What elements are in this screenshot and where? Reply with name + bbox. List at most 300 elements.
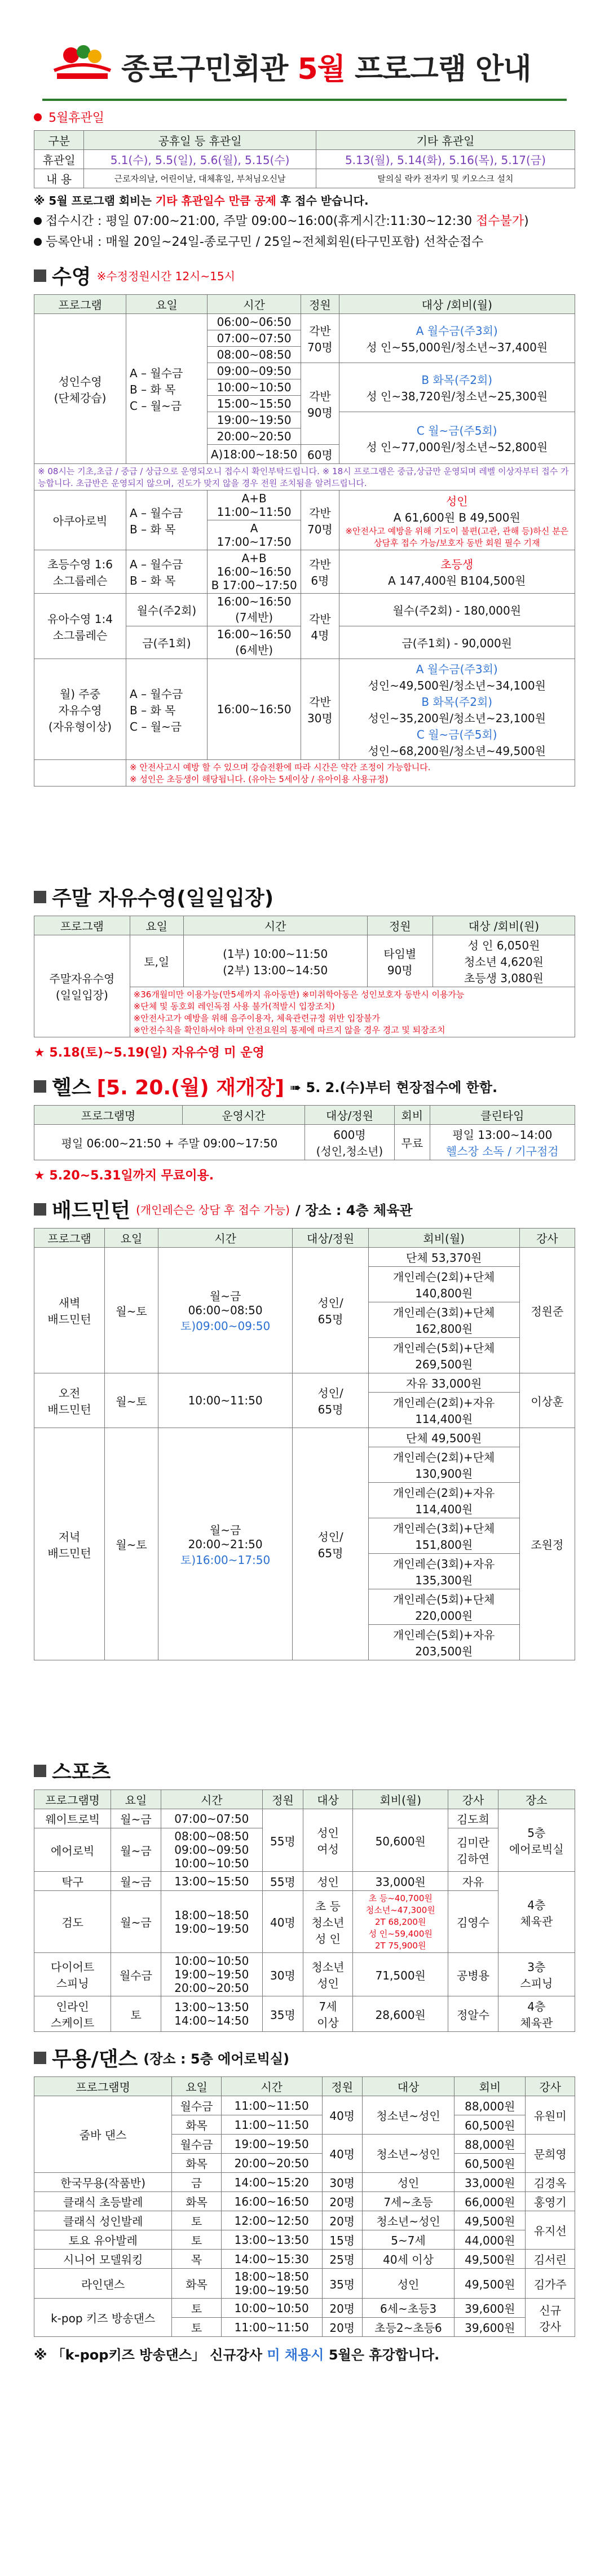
badminton-headers-3: 대상/정원 bbox=[293, 1229, 368, 1248]
sports-rows-5-days: 토 bbox=[111, 1996, 161, 2032]
dance-rows-1-days: 화목 bbox=[172, 2115, 222, 2135]
badminton-table bbox=[34, 1228, 575, 1660]
badminton-night-fees-0: 단체 49,500원 bbox=[368, 1428, 519, 1447]
dance-rows-9-days: 화목 bbox=[172, 2269, 222, 2299]
swim-free_days-1: B – 화 목 bbox=[130, 703, 176, 717]
badminton-headers-5: 강사 bbox=[519, 1229, 575, 1248]
badminton-night-label: 저녁 배드민턴 bbox=[34, 1428, 105, 1660]
health-table bbox=[34, 1105, 575, 1160]
badminton-night-coach: 조원정 bbox=[519, 1428, 575, 1660]
dance-rows-0-coach: 유원미 bbox=[526, 2096, 575, 2135]
badminton-night-fees-3: 개인레슨(3회)+단체 151,800원 bbox=[368, 1518, 519, 1554]
sports-rows-0-days: 월~금 bbox=[111, 1809, 161, 1828]
swim-section bbox=[34, 261, 575, 787]
dance-title: 무용/댄스 bbox=[52, 2048, 138, 2071]
sports-rows-5-time: 13:00~13:50 14:00~14:50 bbox=[161, 1996, 262, 2032]
badminton-dawn-cap: 성인/ 65명 bbox=[293, 1248, 368, 1373]
badminton-headers-4: 회비(월) bbox=[368, 1229, 519, 1248]
dance-rows-10-coach: 신규 강사 bbox=[526, 2299, 575, 2337]
closed-row2-2: 탈의실 락카 전자키 및 키오스크 설치 bbox=[316, 169, 575, 188]
dance-rows-5-days: 화목 bbox=[172, 2192, 222, 2211]
table-row bbox=[34, 2269, 575, 2299]
badminton-night-fees-1: 개인레슨(2회)+단체 130,900원 bbox=[368, 1447, 519, 1483]
dance-rows-10-days: 토 bbox=[172, 2299, 222, 2318]
sports-rows-5-cap: 35명 bbox=[263, 1996, 303, 2032]
swim-foot2: ※ 성인은 초등생이 해당됩니다. (유아는 5세이상 / 유아이용 사용규정) bbox=[130, 774, 389, 784]
swim-adult_times-6: 19:00~19:50 bbox=[207, 412, 301, 428]
sports-rows-1-days: 월~금 bbox=[111, 1828, 161, 1872]
swim-adult_fee_b_t: B 화목(주2회) bbox=[421, 373, 493, 387]
health-heading bbox=[34, 1072, 575, 1101]
registration-info bbox=[34, 232, 575, 250]
badminton-noon-cap: 성인/ 65명 bbox=[293, 1373, 368, 1428]
sports-rows-0-coach: 김도희 bbox=[448, 1809, 498, 1828]
sports-headers-3: 정원 bbox=[263, 1790, 303, 1809]
badminton-night-fees-5: 개인레슨(5회)+단체 220,000원 bbox=[368, 1589, 519, 1625]
table-row bbox=[34, 2250, 575, 2269]
sports-rows-3-name: 검도 bbox=[34, 1891, 111, 1953]
health-cap: 600명 (성인,청소년) bbox=[304, 1125, 394, 1160]
dance-rows-8-target: 40세 이상 bbox=[362, 2250, 454, 2269]
badminton-heading bbox=[34, 1195, 575, 1223]
closed-days-table bbox=[34, 130, 575, 188]
table-row bbox=[34, 2211, 575, 2230]
reception-text_post: ) bbox=[524, 214, 529, 228]
table-row bbox=[34, 1953, 575, 1996]
closed-row1-0: 휴관일 bbox=[34, 150, 84, 169]
dance-rows-10-name: k-pop 키즈 방송댄스 bbox=[34, 2299, 172, 2337]
badminton-noon-fees-1: 개인레슨(2회)+자유 114,400원 bbox=[368, 1393, 519, 1428]
dance-rows-9-fee: 49,500원 bbox=[454, 2269, 526, 2299]
dance-rows-2-cap: 40명 bbox=[322, 2135, 362, 2173]
dance-rows-5-name: 클래식 초등발레 bbox=[34, 2192, 172, 2211]
weekend-notes: ※36개월미만 이용가능(만5세까지 유아동반) ※미취학아동은 성인보호자 동반시 이용가능 ※단체 및 동호회 레인독점 사용 불가(적발시 입장조치) ※안전사고가 예방을 위해 음주이용자, 체육관련규정 위반 입장불가 ※안전수칙을 확인하셔야 하며 안전요원의 통제에 따르지 않을 경우 경고 및 퇴장조치 bbox=[130, 987, 575, 1037]
sports-rows-2-cap: 55명 bbox=[263, 1872, 303, 1891]
weekend-fees-2: 초등생 3,080원 bbox=[464, 971, 544, 985]
dance-rows-10-time: 10:00~10:50 bbox=[221, 2299, 322, 2318]
dance-headers-4: 대상 bbox=[362, 2077, 454, 2096]
weekend-swim-heading bbox=[34, 882, 575, 911]
swim-infant_days1: 월수(주2회) bbox=[126, 594, 208, 626]
sports-rows-2-target: 성인 bbox=[303, 1872, 352, 1891]
dance-rows-5-coach: 홍영기 bbox=[526, 2192, 575, 2211]
sports-headers-0: 프로그램명 bbox=[34, 1790, 111, 1809]
dance-rows-7-name: 토요 유아발레 bbox=[34, 2230, 172, 2250]
swim-aqua_days-1: B – 화 목 bbox=[130, 522, 176, 536]
weekend-title: 주말 자유수영(일일입장) bbox=[52, 887, 274, 910]
badminton-night-fees-4: 개인레슨(3회)+자유 135,300원 bbox=[368, 1554, 519, 1589]
swim-headers-1: 요일 bbox=[126, 295, 208, 314]
header-divider bbox=[42, 99, 567, 101]
sports-rows-2-coach: 자유 bbox=[448, 1872, 498, 1891]
dance-headers-1: 요일 bbox=[172, 2077, 222, 2096]
badminton-section bbox=[34, 1195, 575, 1660]
dance-rows-4-name: 한국무용(작품반) bbox=[34, 2173, 172, 2192]
sports-rows-5-fee: 28,600원 bbox=[353, 1996, 448, 2032]
dance-rows-9-time: 18:00~18:50 19:00~19:50 bbox=[221, 2269, 322, 2299]
swim-free_time: 16:00~16:50 bbox=[207, 659, 301, 760]
sports-rows-5-place: 4층 체육관 bbox=[498, 1996, 575, 2032]
dance-rows-4-coach: 김경옥 bbox=[526, 2173, 575, 2192]
sports-headers-5: 회비(월) bbox=[353, 1790, 448, 1809]
badminton-title: 배드민턴 bbox=[52, 1199, 131, 1222]
sports-rows-1-fee: 50,600원 bbox=[353, 1809, 448, 1872]
swim-free_fee_c: 성인~68,200원/청소년~49,500원 bbox=[368, 744, 546, 758]
dance-section bbox=[34, 2043, 575, 2363]
weekend-time: (1부) 10:00~11:50 (2부) 13:00~14:50 bbox=[183, 935, 367, 987]
swim-kids_fee: A 147,400원 B104,500원 bbox=[388, 574, 526, 587]
swim-aqua_fee: A 61,600원 B 49,500원 bbox=[393, 510, 520, 524]
reception-hours bbox=[34, 211, 575, 229]
sports-rows-1-time: 08:00~08:50 09:00~09:50 10:00~10:50 bbox=[161, 1828, 262, 1872]
swim-kids_fee_t: 초등생 bbox=[440, 558, 474, 571]
dance-footer_pre: ※ 「k-pop키즈 방송댄스」 신규강사 bbox=[34, 2347, 267, 2363]
swim-free_fee_c_t: C 월~금(주5회) bbox=[416, 728, 497, 741]
dance-rows-4-cap: 30명 bbox=[322, 2173, 362, 2192]
swim-kids_days-1: B – 화 목 bbox=[130, 574, 176, 587]
table-row bbox=[34, 2173, 575, 2192]
dance-rows-2-fee: 88,000원 bbox=[454, 2135, 526, 2154]
swim-adult_fee_c: 성 인~77,000원/청소년~52,800원 bbox=[366, 440, 548, 454]
dance-rows-7-target: 5~7세 bbox=[362, 2230, 454, 2250]
closed-days-section bbox=[34, 108, 575, 250]
swim-adult_times-3: 09:00~09:50 bbox=[207, 363, 301, 379]
badminton-noon-fees-0: 자유 33,000원 bbox=[368, 1373, 519, 1393]
swim-adult_days-1: B – 화 목 bbox=[130, 383, 176, 396]
sports-rows-4-coach: 공병용 bbox=[448, 1953, 498, 1996]
dance-rows-6-name: 클래식 성인발레 bbox=[34, 2211, 172, 2230]
dance-rows-4-target: 성인 bbox=[362, 2173, 454, 2192]
swim-foot1: ※ 안전사고시 예방 할 수 있으며 강습전환에 따라 시간은 약간 조정이 가능합니다. bbox=[130, 762, 431, 772]
swim-adult_times-1: 07:00~07:50 bbox=[207, 330, 301, 347]
table-row bbox=[34, 1809, 575, 1828]
dance-rows-7-days: 토 bbox=[172, 2230, 222, 2250]
dance-headers-6: 강사 bbox=[526, 2077, 575, 2096]
sports-rows-3-days: 월~금 bbox=[111, 1891, 161, 1953]
badminton-night-fees-6: 개인레슨(5회)+자유 203,500원 bbox=[368, 1625, 519, 1660]
table-row bbox=[34, 1996, 575, 2032]
closed-headers-2: 기타 휴관일 bbox=[316, 131, 575, 150]
sports-headers-4: 대상 bbox=[303, 1790, 352, 1809]
badminton-headers-0: 프로그램 bbox=[34, 1229, 105, 1248]
sports-rows-4-days: 월수금 bbox=[111, 1953, 161, 1996]
dance-rows-9-cap: 35명 bbox=[322, 2269, 362, 2299]
swim-free_label: 월) 주중 자유수영 (자유형이상) bbox=[34, 659, 126, 760]
dance-rows-6-days: 토 bbox=[172, 2211, 222, 2230]
badminton-headers-2: 시간 bbox=[158, 1229, 293, 1248]
badminton-dawn-fees-3: 개인레슨(5회)+단체 269,500원 bbox=[368, 1338, 519, 1373]
dance-rows-11-time: 11:00~11:50 bbox=[221, 2318, 322, 2337]
dance-rows-0-fee: 88,000원 bbox=[454, 2096, 526, 2115]
sports-rows-1-name: 에어로빅 bbox=[34, 1828, 111, 1872]
swim-aqua_fee_t: 성인 bbox=[445, 494, 468, 508]
dance-rows-2-time: 19:00~19:50 bbox=[221, 2135, 322, 2154]
swim-aqua_note: ※안전사고 예방을 위해 기도이 불편(고관, 관해 등)하신 분은 상담후 접수 가능/보호자 동반 회원 필수 기재 bbox=[345, 525, 569, 548]
dance-rows-6-target: 청소년~성인 bbox=[362, 2211, 454, 2230]
swim-table bbox=[34, 294, 575, 787]
badminton-noon-coach: 이상훈 bbox=[519, 1373, 575, 1428]
badminton-dawn-label: 새벽 배드민턴 bbox=[34, 1248, 105, 1373]
swim-headers-3: 정원 bbox=[301, 295, 339, 314]
sports-rows-1-target: 성인 여성 bbox=[303, 1809, 352, 1872]
dance-rows-9-name: 라인댄스 bbox=[34, 2269, 172, 2299]
dance-rows-4-fee: 33,000원 bbox=[454, 2173, 526, 2192]
closed-days-heading bbox=[34, 108, 575, 126]
dance-rows-11-target: 초등2~초등6 bbox=[362, 2318, 454, 2337]
closed-row1-1: 5.1(수), 5.5(일), 5.6(월), 5.15(수) bbox=[84, 150, 316, 169]
swim-aqua_label: 아쿠아로빅 bbox=[34, 491, 126, 550]
closed-label: 5월휴관일 bbox=[48, 111, 105, 125]
dance-rows-10-fee: 39,600원 bbox=[454, 2299, 526, 2318]
dance-rows-7-cap: 15명 bbox=[322, 2230, 362, 2250]
section-square-icon bbox=[34, 1765, 46, 1777]
sports-rows-1-cap: 55명 bbox=[263, 1809, 303, 1872]
reception-text_pre: 접수시간 : 평일 07:00~21:00, 주말 09:00~16:00(휴게시간:11:30~12:30 bbox=[46, 214, 476, 228]
swim-adult_times-5: 15:00~15:50 bbox=[207, 396, 301, 412]
swim-infant_time2: 16:00~16:50 (6세반) bbox=[207, 626, 301, 659]
health-headers-0: 프로그램명 bbox=[34, 1106, 183, 1125]
swim-free_fee_b_t: B 화목(주2회) bbox=[421, 695, 493, 709]
swim-adult_fee_a: 성 인~55,000원/청소년~37,400원 bbox=[366, 341, 548, 354]
health-headers-1: 운영시간 bbox=[183, 1106, 305, 1125]
dance-rows-8-time: 14:00~15:30 bbox=[221, 2250, 322, 2269]
badminton-dawn-fees-0: 단체 53,370원 bbox=[368, 1248, 519, 1267]
fee-deduction-note bbox=[34, 192, 575, 208]
dance-rows-8-coach: 김서린 bbox=[526, 2250, 575, 2269]
closed-headers-0: 구분 bbox=[34, 131, 84, 150]
swim-free_fee_a: 성인~49,500원/청소년~34,100원 bbox=[368, 679, 546, 692]
swim-adult_times-2: 08:00~08:50 bbox=[207, 347, 301, 363]
sports-rows-2-name: 탁구 bbox=[34, 1872, 111, 1891]
dance-headers-2: 시간 bbox=[221, 2077, 322, 2096]
dance-rows-11-cap: 20명 bbox=[322, 2318, 362, 2337]
swim-infant_fee1: 월수(주2회) - 180,000원 bbox=[339, 594, 575, 626]
dance-rows-5-cap: 20명 bbox=[322, 2192, 362, 2211]
dance-rows-8-cap: 25명 bbox=[322, 2250, 362, 2269]
dance-footer_blue: 미 채용시 bbox=[267, 2347, 324, 2363]
dance-rows-7-fee: 44,000원 bbox=[454, 2230, 526, 2250]
table-row bbox=[34, 2230, 575, 2250]
badminton-dawn-time1: 월~금 06:00~08:50 bbox=[188, 1289, 263, 1317]
community-center-logo bbox=[48, 39, 116, 85]
dance-rows-6-cap: 20명 bbox=[322, 2211, 362, 2230]
sports-rows-3-target: 초 등 청소년 성 인 bbox=[303, 1891, 352, 1953]
dance-rows-3-days: 화목 bbox=[172, 2154, 222, 2173]
badminton-night-fees-2: 개인레슨(2회)+자유 114,400원 bbox=[368, 1483, 519, 1518]
swim-adult_fee_c_t: C 월~금(주5회) bbox=[416, 423, 497, 438]
table-row bbox=[34, 2096, 575, 2115]
sports-rows-4-time: 10:00~10:50 19:00~19:50 20:00~20:50 bbox=[161, 1953, 262, 1996]
dance-rows-6-coach: 유지선 bbox=[526, 2211, 575, 2250]
swim-infant_time1: 16:00~16:50 (7세반) bbox=[207, 594, 301, 626]
badminton-dawn-time2: 토)09:00~09:50 bbox=[180, 1319, 271, 1333]
dance-place: (장소 : 5층 에어로빅실) bbox=[143, 2051, 290, 2067]
health-banner_red: 5.20~5.31일까지 무료이용. bbox=[49, 1169, 214, 1183]
closed-note_post: 후 접수 받습니다. bbox=[276, 194, 369, 207]
swim-free_days-2: C – 월~금 bbox=[130, 719, 182, 734]
weekend-swim-section bbox=[34, 882, 575, 1061]
swim-infant_days2: 금(주1회) bbox=[126, 626, 208, 659]
health-fee: 무료 bbox=[395, 1125, 430, 1160]
swim-adult_days-0: A – 월수금 bbox=[130, 366, 183, 380]
badminton-dawn-coach: 정원준 bbox=[519, 1248, 575, 1373]
health-title_red: [5. 20.(월) 재개장] bbox=[96, 1076, 285, 1099]
swim-adult_days-2: C – 월~금 bbox=[130, 399, 182, 413]
swim-adult_cap2: 각반 90명 bbox=[301, 363, 339, 445]
table-row bbox=[34, 2192, 575, 2211]
weekend-days: 토,일 bbox=[130, 935, 183, 987]
table-row bbox=[34, 1872, 575, 1891]
dance-footer-note bbox=[34, 2344, 575, 2363]
health-headers-2: 대상/정원 bbox=[304, 1106, 394, 1125]
reception-text_red: 접수불가 bbox=[476, 214, 524, 228]
health-clean: 평일 13:00~14:00 bbox=[452, 1128, 553, 1142]
health-title_black: 헬스 bbox=[52, 1076, 91, 1099]
table-row bbox=[34, 1891, 575, 1953]
badminton-night-days: 월~토 bbox=[105, 1428, 158, 1660]
swim-kids_label: 초등수영 1:6 소그룹레슨 bbox=[34, 550, 126, 594]
section-square-icon bbox=[34, 269, 46, 282]
badminton-noon-time: 10:00~11:50 bbox=[158, 1373, 293, 1428]
weekend-notice: ★ 5.18(토)~5.19(일) 자유수영 미 운영 bbox=[34, 1046, 264, 1060]
weekend-headers-4: 대상 /회비(원) bbox=[433, 916, 575, 935]
dance-rows-6-time: 12:00~12:50 bbox=[221, 2211, 322, 2230]
sports-headers-7: 장소 bbox=[498, 1790, 575, 1809]
swim-title: 수영 bbox=[52, 266, 91, 289]
swim-note: ※수정정원시간 12시~15시 bbox=[96, 269, 235, 283]
dance-rows-2-coach: 문희영 bbox=[526, 2135, 575, 2173]
dance-rows-8-name: 시니어 모델워킹 bbox=[34, 2250, 172, 2269]
header-title_red: 5월 bbox=[297, 52, 345, 86]
closed-row2-1: 근로자의날, 어린이날, 대체휴일, 부처님오신날 bbox=[84, 169, 316, 188]
dance-rows-10-cap: 20명 bbox=[322, 2299, 362, 2318]
bullet-icon bbox=[34, 238, 42, 246]
dance-rows-8-fee: 49,500원 bbox=[454, 2250, 526, 2269]
swim-kids_cap: 각반 6명 bbox=[301, 550, 339, 594]
dance-rows-9-coach: 김가주 bbox=[526, 2269, 575, 2299]
section-square-icon bbox=[34, 891, 46, 903]
swim-aqua_time1: A+B 11:00~11:50 bbox=[207, 491, 301, 520]
badminton-dawn-fees-1: 개인레슨(2회)+단체 140,800원 bbox=[368, 1267, 519, 1302]
dance-rows-2-days: 월수금 bbox=[172, 2135, 222, 2154]
swim-kids_days-0: A – 월수금 bbox=[130, 558, 183, 571]
swim-free_days-0: A – 월수금 bbox=[130, 687, 183, 701]
swim-adult_fee_b: 성 인~38,720원/청소년~25,300원 bbox=[366, 390, 548, 403]
swim-adult_times-4: 10:00~10:50 bbox=[207, 379, 301, 396]
swim-kids_time: A+B 16:00~16:50 B 17:00~17:50 bbox=[207, 550, 301, 594]
swim-infant_label: 유아수영 1:4 소그룹레슨 bbox=[34, 594, 126, 659]
health-headers-4: 클린타임 bbox=[430, 1106, 575, 1125]
header-title_pre: 종로구민회관 bbox=[121, 52, 298, 86]
dance-rows-3-fee: 60,500원 bbox=[454, 2154, 526, 2173]
sports-rows-3-cap: 40명 bbox=[263, 1891, 303, 1953]
dance-rows-5-target: 7세~초등 bbox=[362, 2192, 454, 2211]
weekend-headers-0: 프로그램 bbox=[34, 916, 130, 935]
swim-adult_times-8: A)18:00~18:50 bbox=[207, 445, 301, 464]
dance-rows-11-days: 토 bbox=[172, 2318, 222, 2337]
swim-free_fee_b: 성인~35,200원/청소년~23,100원 bbox=[368, 712, 546, 725]
sports-rows-4-fee: 71,500원 bbox=[353, 1953, 448, 1996]
dance-rows-1-time: 11:00~11:50 bbox=[221, 2115, 322, 2135]
sports-rows-4-cap: 30명 bbox=[263, 1953, 303, 1996]
dance-rows-5-fee: 66,000원 bbox=[454, 2192, 526, 2211]
sports-headers-1: 요일 bbox=[111, 1790, 161, 1809]
badminton-night-time2: 토)16:00~17:50 bbox=[180, 1553, 271, 1567]
dance-rows-8-days: 목 bbox=[172, 2250, 222, 2269]
swim-heading bbox=[34, 261, 575, 290]
weekend-headers-3: 정원 bbox=[367, 916, 433, 935]
badminton-night-cap: 성인/ 65명 bbox=[293, 1428, 368, 1660]
sports-rows-0-time: 07:00~07:50 bbox=[161, 1809, 262, 1828]
dance-rows-2-target: 청소년~성인 bbox=[362, 2135, 454, 2173]
dance-rows-7-time: 13:00~13:50 bbox=[221, 2230, 322, 2250]
badminton-note: (개인레슨은 상담 후 접수 가능) bbox=[136, 1203, 290, 1217]
swim-adult_cap1: 각반 70명 bbox=[301, 314, 339, 363]
dance-heading bbox=[34, 2043, 575, 2072]
section-square-icon bbox=[34, 1080, 46, 1093]
header-title_post: 프로그램 안내 bbox=[345, 52, 531, 86]
badminton-dawn-days: 월~토 bbox=[105, 1248, 158, 1373]
weekend-label: 주말자유수영 (일일입장) bbox=[34, 935, 130, 1037]
weekend-banner_red: 5.18(토)~5.19(일) 자유수영 미 운영 bbox=[49, 1046, 264, 1060]
sports-rows-3-fee: 초 등~40,700원 청소년~47,300원 2T 68,200원 성 인~59,400원 2T 75,900원 bbox=[353, 1891, 448, 1953]
sports-rows-2-time: 13:00~15:50 bbox=[161, 1872, 262, 1891]
health-notice: ★ 5.20~5.31일까지 무료이용. bbox=[34, 1169, 214, 1183]
swim-note_mid: ※ 08시는 기초,초급 / 중급 / 상급으로 운영되오니 접수시 확인부탁드립니다. ※ 18시 프로그램은 중급,상급만 운영되며 레벨 이상자부터 접수 가능합니다. 초급반은 운영되지 않으며, 진도가 맞지 않을 경우 전원 조치됨을 알려드립니다. bbox=[34, 464, 575, 491]
bullet-icon bbox=[34, 113, 42, 121]
dance-rows-11-fee: 39,600원 bbox=[454, 2318, 526, 2337]
swim-adult_label: 성인수영 (단체강습) bbox=[34, 314, 126, 464]
sports-rows-4-name: 다이어트 스피닝 bbox=[34, 1953, 111, 1996]
badminton-noon-days: 월~토 bbox=[105, 1373, 158, 1428]
dance-rows-10-target: 6세~초등3 bbox=[362, 2299, 454, 2318]
sports-rows-5-name: 인라인 스케이트 bbox=[34, 1996, 111, 2032]
health-headers-3: 회비 bbox=[395, 1106, 430, 1125]
dance-rows-0-target: 청소년~성인 bbox=[362, 2096, 454, 2135]
weekend-headers-2: 시간 bbox=[183, 916, 367, 935]
sports-heading bbox=[34, 1756, 575, 1785]
health-section bbox=[34, 1072, 575, 1183]
page-title bbox=[121, 45, 531, 87]
sports-rows-3-time: 18:00~18:50 19:00~19:50 bbox=[161, 1891, 262, 1953]
dance-rows-3-time: 20:00~20:50 bbox=[221, 2154, 322, 2173]
swim-aqua_cap: 각반 70명 bbox=[301, 491, 339, 550]
dance-rows-6-fee: 49,500원 bbox=[454, 2211, 526, 2230]
dance-headers-3: 정원 bbox=[322, 2077, 362, 2096]
swim-aqua_days-0: A – 월수금 bbox=[130, 506, 183, 520]
sports-title: 스포츠 bbox=[52, 1761, 111, 1784]
badminton-noon-label: 오전 배드민턴 bbox=[34, 1373, 105, 1428]
weekend-cap: 타임별 90명 bbox=[367, 935, 433, 987]
weekend-headers-1: 요일 bbox=[130, 916, 183, 935]
weekend-fees-0: 성 인 6,050원 bbox=[467, 939, 540, 952]
dance-rows-9-target: 성인 bbox=[362, 2269, 454, 2299]
sports-rows-1-place: 5층 에어로빅실 bbox=[498, 1809, 575, 1872]
swim-free_fee_a_t: A 월수금(주3회) bbox=[416, 662, 498, 676]
dance-rows-0-cap: 40명 bbox=[322, 2096, 362, 2135]
section-square-icon bbox=[34, 1203, 46, 1216]
sports-rows-3-place: 4층 체육관 bbox=[498, 1872, 575, 1953]
health-clean_sub: 헬스장 소독 / 기구점검 bbox=[445, 1145, 559, 1158]
swim-free_cap: 각반 30명 bbox=[301, 659, 339, 760]
dance-headers-0: 프로그램명 bbox=[34, 2077, 172, 2096]
weekend-swim-table bbox=[34, 916, 575, 1037]
sports-rows-4-place: 3층 스피닝 bbox=[498, 1953, 575, 1996]
sports-rows-0-name: 웨이트로빅 bbox=[34, 1809, 111, 1828]
closed-row2-0: 내 용 bbox=[34, 169, 84, 188]
badminton-headers-1: 요일 bbox=[105, 1229, 158, 1248]
bullet-icon bbox=[34, 217, 42, 225]
